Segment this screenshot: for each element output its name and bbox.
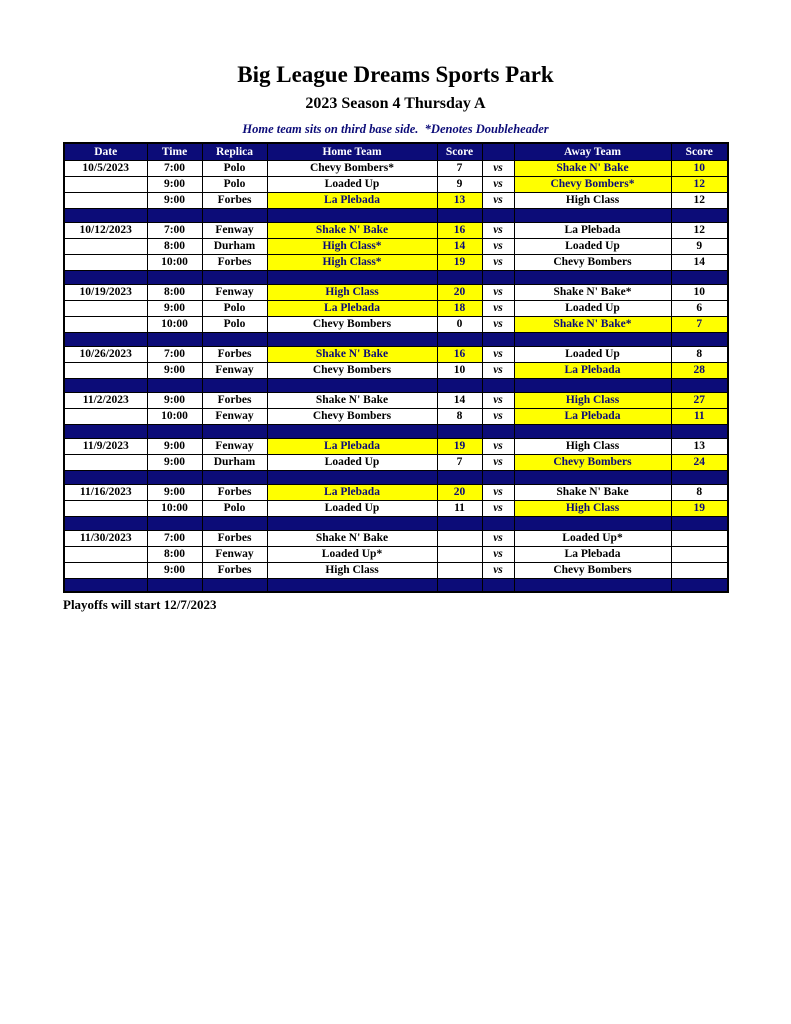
separator-cell xyxy=(64,208,147,222)
game-row xyxy=(64,438,728,454)
date-cell xyxy=(64,500,147,516)
game-row xyxy=(64,238,728,254)
separator-cell xyxy=(64,332,147,346)
away-team-cell: High Class xyxy=(514,500,671,516)
column-header-time: Time xyxy=(147,143,202,160)
date-cell xyxy=(64,192,147,208)
away-team-cell: Chevy Bombers xyxy=(514,454,671,470)
away-team-cell: Shake N' Bake* xyxy=(514,284,671,300)
separator-cell xyxy=(267,332,437,346)
home-team-cell: Shake N' Bake xyxy=(267,530,437,546)
playoffs-note: Playoffs will start 12/7/2023 xyxy=(63,597,217,613)
date-cell: 10/5/2023 xyxy=(64,160,147,176)
home-team-cell: Loaded Up xyxy=(267,176,437,192)
game-row xyxy=(64,392,728,408)
separator-cell xyxy=(147,332,202,346)
separator-cell xyxy=(671,378,728,392)
home-score-cell: 20 xyxy=(437,284,482,300)
time-cell: 9:00 xyxy=(147,300,202,316)
vs-cell: vs xyxy=(482,392,514,408)
separator-cell xyxy=(482,470,514,484)
game-row xyxy=(64,454,728,470)
time-cell: 7:00 xyxy=(147,346,202,362)
game-row xyxy=(64,316,728,332)
separator-cell xyxy=(514,332,671,346)
home-score-cell: 13 xyxy=(437,192,482,208)
separator-cell xyxy=(202,378,267,392)
separator-cell xyxy=(64,270,147,284)
home-score-cell: 10 xyxy=(437,362,482,378)
separator-cell xyxy=(202,470,267,484)
away-score-cell: 10 xyxy=(671,160,728,176)
vs-cell: vs xyxy=(482,438,514,454)
schedule-table xyxy=(63,142,729,593)
date-cell xyxy=(64,362,147,378)
separator-cell xyxy=(202,270,267,284)
separator-cell xyxy=(64,424,147,438)
separator-row xyxy=(64,424,728,438)
time-cell: 7:00 xyxy=(147,160,202,176)
away-score-cell: 8 xyxy=(671,346,728,362)
away-team-cell: La Plebada xyxy=(514,408,671,424)
separator-cell xyxy=(147,378,202,392)
column-header-away-score: Score xyxy=(671,143,728,160)
time-cell: 8:00 xyxy=(147,546,202,562)
separator-cell xyxy=(267,208,437,222)
table-header-row xyxy=(64,143,728,160)
separator-row xyxy=(64,516,728,530)
home-team-cell: Loaded Up xyxy=(267,500,437,516)
schedule-table-body xyxy=(64,160,728,592)
separator-cell xyxy=(437,470,482,484)
time-cell: 9:00 xyxy=(147,192,202,208)
separator-cell xyxy=(671,424,728,438)
home-team-cell: High Class* xyxy=(267,238,437,254)
separator-row xyxy=(64,470,728,484)
separator-cell xyxy=(671,516,728,530)
away-team-cell: La Plebada xyxy=(514,362,671,378)
away-score-cell xyxy=(671,546,728,562)
separator-row xyxy=(64,378,728,392)
home-team-cell: Shake N' Bake xyxy=(267,346,437,362)
separator-cell xyxy=(671,470,728,484)
home-team-cell: Loaded Up* xyxy=(267,546,437,562)
game-row xyxy=(64,192,728,208)
home-score-cell: 7 xyxy=(437,454,482,470)
date-cell xyxy=(64,408,147,424)
date-cell xyxy=(64,300,147,316)
separator-cell xyxy=(671,208,728,222)
home-score-cell xyxy=(437,562,482,578)
separator-cell xyxy=(267,270,437,284)
away-score-cell: 28 xyxy=(671,362,728,378)
separator-row xyxy=(64,270,728,284)
away-team-cell: Chevy Bombers* xyxy=(514,176,671,192)
game-row xyxy=(64,300,728,316)
separator-cell xyxy=(64,378,147,392)
home-team-cell: High Class xyxy=(267,562,437,578)
separator-cell xyxy=(147,470,202,484)
replica-cell: Forbes xyxy=(202,484,267,500)
away-score-cell: 12 xyxy=(671,192,728,208)
home-team-cell: La Plebada xyxy=(267,192,437,208)
vs-cell: vs xyxy=(482,284,514,300)
separator-cell xyxy=(437,378,482,392)
away-score-cell: 6 xyxy=(671,300,728,316)
replica-cell: Fenway xyxy=(202,438,267,454)
separator-cell xyxy=(202,332,267,346)
home-team-cell: Shake N' Bake xyxy=(267,392,437,408)
page-header xyxy=(0,0,791,137)
time-cell: 10:00 xyxy=(147,408,202,424)
time-cell: 9:00 xyxy=(147,484,202,500)
separator-cell xyxy=(514,578,671,592)
separator-cell xyxy=(514,516,671,530)
away-score-cell: 12 xyxy=(671,176,728,192)
date-cell xyxy=(64,176,147,192)
home-score-cell: 9 xyxy=(437,176,482,192)
time-cell: 7:00 xyxy=(147,222,202,238)
separator-cell xyxy=(671,332,728,346)
separator-cell xyxy=(482,332,514,346)
separator-cell xyxy=(267,516,437,530)
separator-cell xyxy=(514,270,671,284)
time-cell: 8:00 xyxy=(147,284,202,300)
time-cell: 10:00 xyxy=(147,500,202,516)
replica-cell: Fenway xyxy=(202,408,267,424)
game-row xyxy=(64,254,728,270)
away-score-cell: 14 xyxy=(671,254,728,270)
vs-cell: vs xyxy=(482,238,514,254)
away-score-cell: 13 xyxy=(671,438,728,454)
home-team-cell: Chevy Bombers xyxy=(267,316,437,332)
separator-cell xyxy=(147,270,202,284)
vs-cell: vs xyxy=(482,160,514,176)
game-row xyxy=(64,546,728,562)
game-row xyxy=(64,284,728,300)
time-cell: 10:00 xyxy=(147,254,202,270)
separator-cell xyxy=(267,378,437,392)
replica-cell: Fenway xyxy=(202,284,267,300)
home-score-cell: 8 xyxy=(437,408,482,424)
away-team-cell: Shake N' Bake* xyxy=(514,316,671,332)
separator-cell xyxy=(202,424,267,438)
replica-cell: Durham xyxy=(202,454,267,470)
separator-cell xyxy=(514,378,671,392)
separator-cell xyxy=(64,516,147,530)
game-row xyxy=(64,500,728,516)
away-score-cell: 8 xyxy=(671,484,728,500)
separator-cell xyxy=(482,578,514,592)
vs-cell: vs xyxy=(482,546,514,562)
time-cell: 10:00 xyxy=(147,316,202,332)
home-score-cell xyxy=(437,546,482,562)
home-score-cell: 19 xyxy=(437,438,482,454)
separator-cell xyxy=(482,270,514,284)
separator-cell xyxy=(437,578,482,592)
game-row xyxy=(64,362,728,378)
separator-cell xyxy=(202,578,267,592)
date-cell: 11/2/2023 xyxy=(64,392,147,408)
replica-cell: Fenway xyxy=(202,546,267,562)
away-score-cell: 27 xyxy=(671,392,728,408)
page-title: Big League Dreams Sports Park xyxy=(237,62,554,87)
away-team-cell: La Plebada xyxy=(514,222,671,238)
time-cell: 9:00 xyxy=(147,392,202,408)
away-team-cell: Shake N' Bake xyxy=(514,160,671,176)
vs-cell: vs xyxy=(482,454,514,470)
home-score-cell: 16 xyxy=(437,346,482,362)
replica-cell: Polo xyxy=(202,176,267,192)
separator-cell xyxy=(202,208,267,222)
replica-cell: Polo xyxy=(202,500,267,516)
home-score-cell: 19 xyxy=(437,254,482,270)
separator-row xyxy=(64,208,728,222)
away-team-cell: Loaded Up xyxy=(514,238,671,254)
column-header-away-team: Away Team xyxy=(514,143,671,160)
vs-cell: vs xyxy=(482,192,514,208)
home-score-cell: 14 xyxy=(437,238,482,254)
game-row xyxy=(64,160,728,176)
vs-cell: vs xyxy=(482,500,514,516)
game-row xyxy=(64,562,728,578)
home-team-cell: High Class* xyxy=(267,254,437,270)
vs-cell: vs xyxy=(482,362,514,378)
vs-cell: vs xyxy=(482,346,514,362)
separator-cell xyxy=(671,578,728,592)
separator-cell xyxy=(147,578,202,592)
home-team-cell: Chevy Bombers xyxy=(267,408,437,424)
date-cell xyxy=(64,238,147,254)
vs-cell: vs xyxy=(482,316,514,332)
home-team-cell: Chevy Bombers* xyxy=(267,160,437,176)
away-team-cell: La Plebada xyxy=(514,546,671,562)
separator-cell xyxy=(482,424,514,438)
home-score-cell xyxy=(437,530,482,546)
date-cell: 11/9/2023 xyxy=(64,438,147,454)
replica-cell: Forbes xyxy=(202,530,267,546)
away-team-cell: High Class xyxy=(514,438,671,454)
season-subtitle: 2023 Season 4 Thursday A xyxy=(305,95,486,113)
replica-cell: Durham xyxy=(202,238,267,254)
date-cell: 11/16/2023 xyxy=(64,484,147,500)
separator-cell xyxy=(64,578,147,592)
home-score-cell: 0 xyxy=(437,316,482,332)
separator-cell xyxy=(267,470,437,484)
home-team-cell: Chevy Bombers xyxy=(267,362,437,378)
time-cell: 9:00 xyxy=(147,176,202,192)
date-cell xyxy=(64,562,147,578)
separator-cell xyxy=(482,516,514,530)
away-score-cell: 19 xyxy=(671,500,728,516)
home-team-cell: La Plebada xyxy=(267,438,437,454)
away-team-cell: Chevy Bombers xyxy=(514,562,671,578)
separator-cell xyxy=(202,516,267,530)
separator-cell xyxy=(147,424,202,438)
time-cell: 7:00 xyxy=(147,530,202,546)
separator-cell xyxy=(437,332,482,346)
home-score-cell: 20 xyxy=(437,484,482,500)
replica-cell: Forbes xyxy=(202,192,267,208)
away-team-cell: Loaded Up* xyxy=(514,530,671,546)
home-team-cell: Shake N' Bake xyxy=(267,222,437,238)
separator-cell xyxy=(514,470,671,484)
time-cell: 9:00 xyxy=(147,454,202,470)
date-cell: 10/12/2023 xyxy=(64,222,147,238)
home-score-cell: 7 xyxy=(437,160,482,176)
separator-cell xyxy=(437,424,482,438)
separator-cell xyxy=(267,578,437,592)
separator-cell xyxy=(437,516,482,530)
separator-cell xyxy=(64,470,147,484)
game-row xyxy=(64,530,728,546)
vs-cell: vs xyxy=(482,176,514,192)
date-cell: 10/19/2023 xyxy=(64,284,147,300)
column-header-home-team: Home Team xyxy=(267,143,437,160)
away-score-cell: 11 xyxy=(671,408,728,424)
away-score-cell xyxy=(671,562,728,578)
vs-cell: vs xyxy=(482,530,514,546)
home-score-cell: 18 xyxy=(437,300,482,316)
game-row xyxy=(64,222,728,238)
away-score-cell xyxy=(671,530,728,546)
home-team-cell: La Plebada xyxy=(267,484,437,500)
separator-row xyxy=(64,578,728,592)
away-score-cell: 24 xyxy=(671,454,728,470)
away-team-cell: Loaded Up xyxy=(514,346,671,362)
game-row xyxy=(64,176,728,192)
separator-cell xyxy=(437,208,482,222)
home-team-cell: Loaded Up xyxy=(267,454,437,470)
separator-cell xyxy=(147,516,202,530)
separator-cell xyxy=(514,424,671,438)
away-score-cell: 7 xyxy=(671,316,728,332)
home-score-cell: 11 xyxy=(437,500,482,516)
game-row xyxy=(64,408,728,424)
replica-cell: Fenway xyxy=(202,222,267,238)
separator-cell xyxy=(147,208,202,222)
vs-cell: vs xyxy=(482,222,514,238)
column-header-replica: Replica xyxy=(202,143,267,160)
home-team-note: Home team sits on third base side. *Denotes Doubleheader xyxy=(242,122,549,137)
replica-cell: Forbes xyxy=(202,392,267,408)
game-row xyxy=(64,346,728,362)
replica-cell: Forbes xyxy=(202,346,267,362)
away-team-cell: Shake N' Bake xyxy=(514,484,671,500)
replica-cell: Polo xyxy=(202,316,267,332)
away-score-cell: 10 xyxy=(671,284,728,300)
column-header-date: Date xyxy=(64,143,147,160)
away-score-cell: 12 xyxy=(671,222,728,238)
away-team-cell: Loaded Up xyxy=(514,300,671,316)
home-team-cell: High Class xyxy=(267,284,437,300)
vs-cell: vs xyxy=(482,484,514,500)
time-cell: 8:00 xyxy=(147,238,202,254)
separator-cell xyxy=(482,208,514,222)
time-cell: 9:00 xyxy=(147,362,202,378)
date-cell xyxy=(64,316,147,332)
vs-cell: vs xyxy=(482,562,514,578)
time-cell: 9:00 xyxy=(147,438,202,454)
replica-cell: Forbes xyxy=(202,562,267,578)
replica-cell: Polo xyxy=(202,300,267,316)
replica-cell: Forbes xyxy=(202,254,267,270)
game-row xyxy=(64,484,728,500)
separator-cell xyxy=(482,378,514,392)
separator-cell xyxy=(514,208,671,222)
home-team-cell: La Plebada xyxy=(267,300,437,316)
date-cell xyxy=(64,454,147,470)
vs-cell: vs xyxy=(482,300,514,316)
date-cell: 11/30/2023 xyxy=(64,530,147,546)
replica-cell: Fenway xyxy=(202,362,267,378)
replica-cell: Polo xyxy=(202,160,267,176)
away-team-cell: Chevy Bombers xyxy=(514,254,671,270)
away-score-cell: 9 xyxy=(671,238,728,254)
away-team-cell: High Class xyxy=(514,192,671,208)
home-score-cell: 16 xyxy=(437,222,482,238)
separator-cell xyxy=(267,424,437,438)
separator-cell xyxy=(671,270,728,284)
vs-cell: vs xyxy=(482,408,514,424)
vs-cell: vs xyxy=(482,254,514,270)
away-team-cell: High Class xyxy=(514,392,671,408)
date-cell: 10/26/2023 xyxy=(64,346,147,362)
separator-row xyxy=(64,332,728,346)
date-cell xyxy=(64,546,147,562)
column-header-home-score: Score xyxy=(437,143,482,160)
home-score-cell: 14 xyxy=(437,392,482,408)
date-cell xyxy=(64,254,147,270)
time-cell: 9:00 xyxy=(147,562,202,578)
column-header-vs xyxy=(482,143,514,160)
separator-cell xyxy=(437,270,482,284)
